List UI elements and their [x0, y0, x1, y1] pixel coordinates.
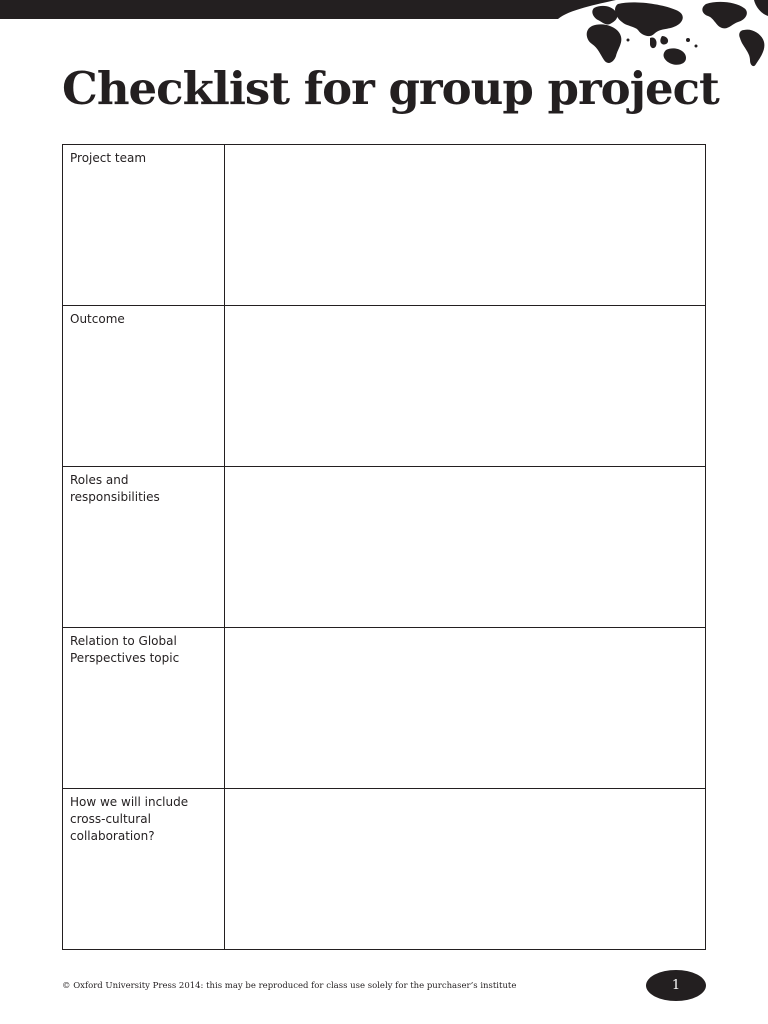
table-row — [63, 145, 706, 306]
row-label-project-team: Project team — [63, 145, 225, 306]
table-row — [63, 628, 706, 789]
answer-field-collaboration[interactable] — [225, 789, 706, 950]
row-label-roles: Roles and responsibilities — [63, 467, 225, 628]
answer-field-project-team[interactable] — [225, 145, 706, 306]
checklist-table — [62, 144, 706, 950]
page-title: Checklist for group project — [62, 62, 719, 115]
table-row — [63, 306, 706, 467]
answer-field-relation[interactable] — [225, 628, 706, 789]
copyright-footer: © Oxford University Press 2014: this may be reproduced for class use solely for the purchaser’s institute — [62, 981, 517, 991]
row-label-collaboration: How we will include cross-cultural collaboration? — [63, 789, 225, 950]
page-number-badge: 1 — [646, 970, 706, 1001]
answer-field-roles[interactable] — [225, 467, 706, 628]
row-label-outcome: Outcome — [63, 306, 225, 467]
table-row — [63, 467, 706, 628]
table-row — [63, 789, 706, 950]
answer-field-outcome[interactable] — [225, 306, 706, 467]
row-label-relation: Relation to Global Perspectives topic — [63, 628, 225, 789]
